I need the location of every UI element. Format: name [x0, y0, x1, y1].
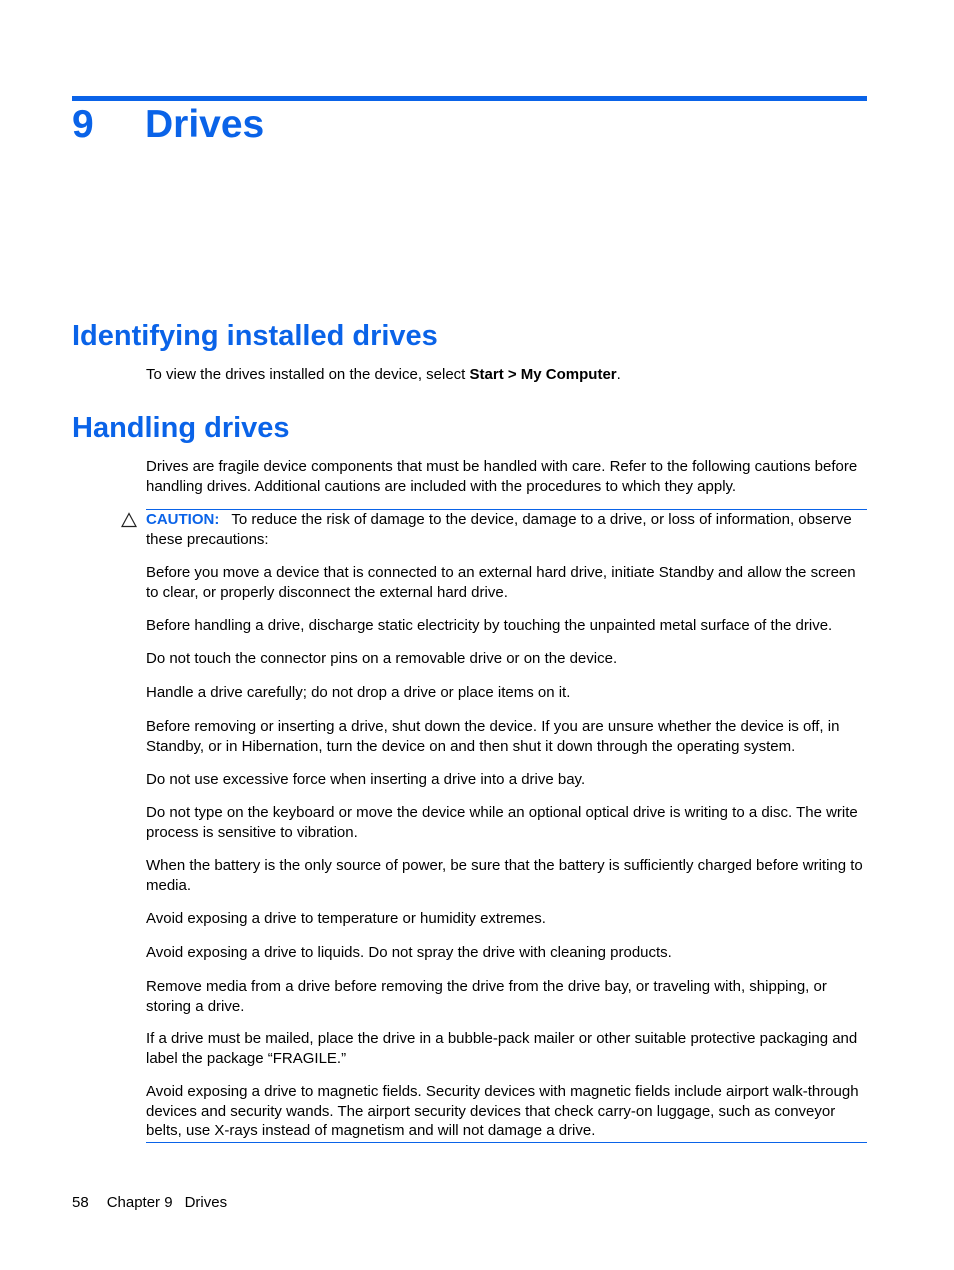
precaution-item: Avoid exposing a drive to temperature or humidity extremes.	[146, 910, 546, 927]
precaution-item: Before you move a device that is connected to an external hard drive, initiate Standby and allow the screen to clear, or properly disconnect the external hard drive.	[146, 564, 856, 601]
precaution-item: Before handling a drive, discharge static electricity by touching the unpainted metal surface of the drive.	[146, 617, 833, 634]
precaution-item: If a drive must be mailed, place the drive in a bubble-pack mailer or other suitable protective packaging and label the package “FRAGILE.”	[146, 1030, 858, 1067]
section-heading-identifying: Identifying installed drives	[72, 320, 438, 352]
precaution-item: When the battery is the only source of power, be sure that the battery is sufficiently charged before writing to media.	[146, 857, 863, 894]
precaution-item: Do not use excessive force when inserting a drive into a drive bay.	[146, 771, 586, 788]
precaution-item: Do not touch the connector pins on a removable drive or on the device.	[146, 650, 618, 667]
caution-paragraph	[146, 510, 868, 549]
precaution-item: Remove media from a drive before removing the drive from the drive bay, or traveling with, shipping, or storing a drive.	[146, 978, 827, 1015]
handling-intro: Drives are fragile device components that must be handled with care. Refer to the following cautions before handling drives. Additional cautions are included with the procedures to which they apply.	[146, 458, 858, 495]
section-heading-handling: Handling drives	[72, 412, 290, 444]
precaution-item: Avoid exposing a drive to liquids. Do not spray the drive with cleaning products.	[146, 944, 672, 961]
precaution-item: Before removing or inserting a drive, shut down the device. If you are unsure whether the device is off, in Standby, or in Hibernation, turn the device on and then shut it down through the operating system.	[146, 718, 840, 755]
caution-label: CAUTION:	[146, 511, 220, 528]
page-number: 58	[72, 1194, 89, 1211]
precaution-item: Do not type on the keyboard or move the device while an optional optical drive is writing to a disc. The write process is sensitive to vibration.	[146, 804, 858, 841]
footer-chapter: Chapter 9	[106, 1194, 173, 1211]
caution-text: To reduce the risk of damage to the device, damage to a drive, or loss of information, observe these precautions:	[146, 511, 852, 548]
page-footer	[72, 1193, 227, 1212]
menu-path: Start > My Computer	[469, 366, 617, 383]
precaution-item: Handle a drive carefully; do not drop a drive or place items on it.	[146, 684, 571, 701]
footer-title: Drives	[184, 1194, 228, 1211]
chapter-title	[72, 101, 264, 149]
precaution-item: Avoid exposing a drive to magnetic fields. Security devices with magnetic fields include airport walk-through devices and security wands. The airport security devices that check carry-on luggage, such as conveyor belts, use X-rays instead of magnetism and will not damage a drive.	[146, 1083, 859, 1139]
identifying-paragraph: To view the drives installed on the device, select Start > My Computer.	[146, 366, 621, 383]
chapter-name: Drives	[145, 103, 265, 146]
chapter-number: 9	[72, 103, 94, 146]
warning-triangle-icon	[121, 512, 137, 528]
